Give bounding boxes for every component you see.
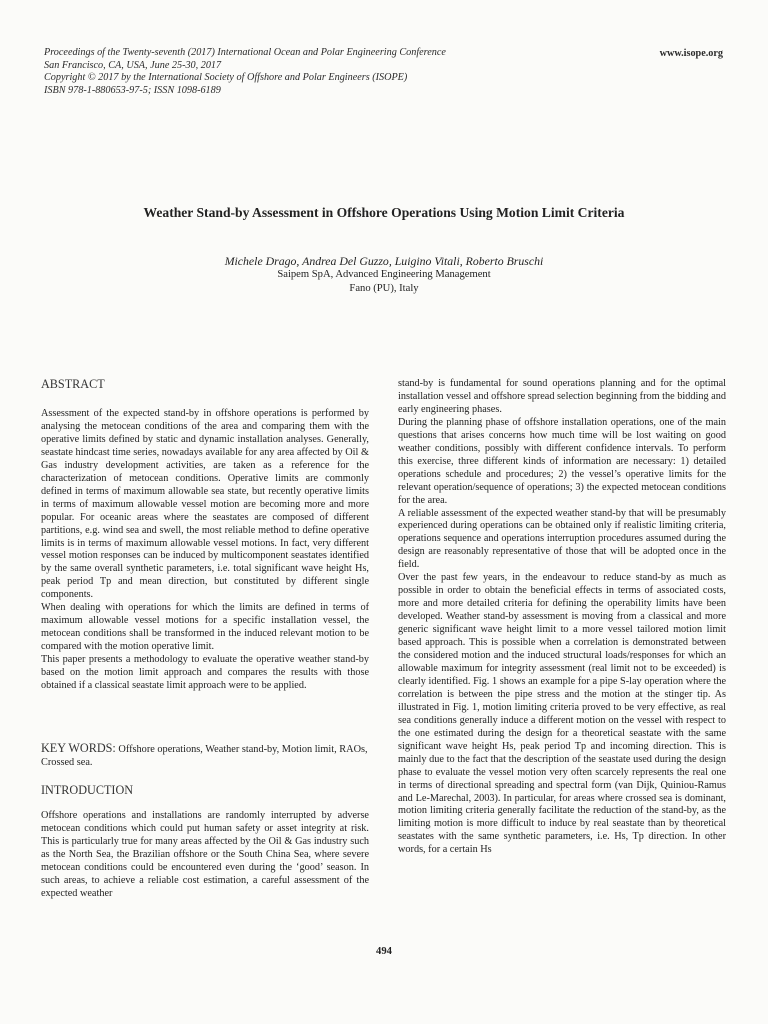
introduction-paragraph: Offshore operations and installations are randomly interrupted by adverse metocean conditions which could put human safety or asset integrity at risk. This is particularly true for many areas affected by the Oil & Gas industry such as the North Sea, the Brazilian offshore or the South China Sea, where severe metocean conditions could be encountered even during the ‘good’ season. In such areas, to achieve a reliable cost estimation, a careful assessment of the expected weather <box>41 810 369 899</box>
keywords <box>41 742 369 769</box>
abstract-paragraph: When dealing with operations for which the limits are defined in terms of maximum allowable vessel motions for a specific installation vessel, the metocean conditions shall be transformed in the induced relevant motion to be compared with the motion operative limit. <box>41 602 369 653</box>
body-paragraph: During the planning phase of offshore installation operations, one of the main questions that arises concerns how much time will be lost waiting on good weather conditions, possibly with different confidence intervals. To perform this exercise, three different kinds of information are necessary: 1) detailed operations schedule and procedures; 2) the vessel’s operative limits for the relevant operation/sequence of operations; 3) the expected metocean conditions for the area. <box>398 416 726 506</box>
header-line-isbn: ISBN 978-1-880653-97-5; ISSN 1098-6189 <box>44 84 221 96</box>
header-line-copyright: Copyright © 2017 by the International Society of Offshore and Polar Engineers (ISOPE) <box>44 72 408 84</box>
abstract-paragraph: This paper presents a methodology to evaluate the operative weather stand-by based on the motion limit approach and compares the results with those obtained if a classical seastate limit approach were to be applied. <box>41 654 369 692</box>
keywords-heading: KEY WORDS: <box>41 741 116 755</box>
affiliation-org: Saipem SpA, Advanced Engineering Management <box>277 269 491 280</box>
body-paragraph: Over the past few years, in the endeavour to reduce stand-by as much as possible in order to obtain the beneficial effects in terms of associated costs, more and more detailed criteria for defining the operability limits have been developed. Weather stand-by assessment is moving from a classical and more generic significant wave height limit to a more vessel tailored motion limit based approach. This is possible when a correlation is demonstrated between the considered motion and the induced structural loads/responses for which an allowable maximum for integrity assessment (real limit not to be exceeded) is clearly identified. Fig. 1 shows an example for a pipe S-lay operation where the correlation is between the pipe stress and the motion at the stinger tip. As illustrated in Fig. 1, motion limiting criteria proved to be very effective, as real sea conditions generally induce a different motion on the vessel with respect to the one estimated during the design for a theoretical seastate with the same significant wave height Hs, peak period Tp and incoming direction. This is mainly due to the fact that the description of the seastate used during the design phase to evaluate the vessel motion very often scarcely represents the real one in terms of directional spreading and spectral form (van Dijk, Quiniou-Ramus and Le-Marechal, 2003). In particular, for areas where crossed sea is dominant, motion limiting criteria generally facilitate the reduction of the stand-by, as the limiting motion is more difficult to induce by real seastate than by theoretical seastates with the same synthetic parameters, i.e. Hs, Tp direction. In other words, for a certain Hs <box>398 572 726 856</box>
abstract-heading: ABSTRACT <box>41 377 105 391</box>
paper-authors: Michele Drago, Andrea Del Guzzo, Luigino Vitali, Roberto Bruschi <box>224 254 544 268</box>
header-website: www.isope.org <box>659 48 723 59</box>
proceedings-header <box>44 47 724 97</box>
abstract-body <box>41 408 369 693</box>
page-number: 494 <box>376 946 392 957</box>
header-line-location: San Francisco, CA, USA, June 25-30, 2017 <box>44 59 222 71</box>
body-paragraph: stand-by is fundamental for sound operations planning and for the optimal installation vessel and offshore spread selection beginning from the bidding and early engineering phases. <box>398 378 726 415</box>
body-paragraph: A reliable assessment of the expected weather stand-by that will be presumably experienced during operations can be obtained only if realistic limiting criteria, operations sequence and operations interruption procedures assumed during the design are reasonably representative of those that will be adopted once in the field. <box>398 507 726 571</box>
keywords-text: Offshore operations, Weather stand-by, Motion limit, RAOs, Crossed sea. <box>41 744 368 768</box>
affiliation-place: Fano (PU), Italy <box>349 283 419 294</box>
introduction-body <box>41 810 369 901</box>
right-column-body <box>398 378 726 857</box>
header-line-conference: Proceedings of the Twenty-seventh (2017) International Ocean and Polar Engineering Conference <box>44 47 446 58</box>
introduction-heading: INTRODUCTION <box>41 783 134 797</box>
paper-title: Weather Stand-by Assessment in Offshore Operations Using Motion Limit Criteria <box>143 205 625 220</box>
abstract-paragraph: Assessment of the expected stand-by in offshore operations is performed by analysing the metocean conditions of the area and comparing them with the operative limits defined by static and dynamic installation analyses. Generally, seastate hindcast time series, nowadays available for any area affected by Oil & Gas industry development activities, are taken as a reference for the characterization of metocean conditions. Operative limits are commonly defined in terms of maximum allowable sea state, but recently operative limits in terms of maximum allowable vessel motion are becoming more and more popular. For oceanic areas where the seastates are composed of different partitions, e.g. wind sea and swell, the most reliable method to define operative limits is in terms of maximum allowable vessel motions. In fact, very different vessel motion responses can be induced by multicomponent seastates identified by the same overall synthetic parameters, i.e. total significant wave height Hs, peak period Tp and mean direction, but constituted by different single components. <box>41 408 369 601</box>
